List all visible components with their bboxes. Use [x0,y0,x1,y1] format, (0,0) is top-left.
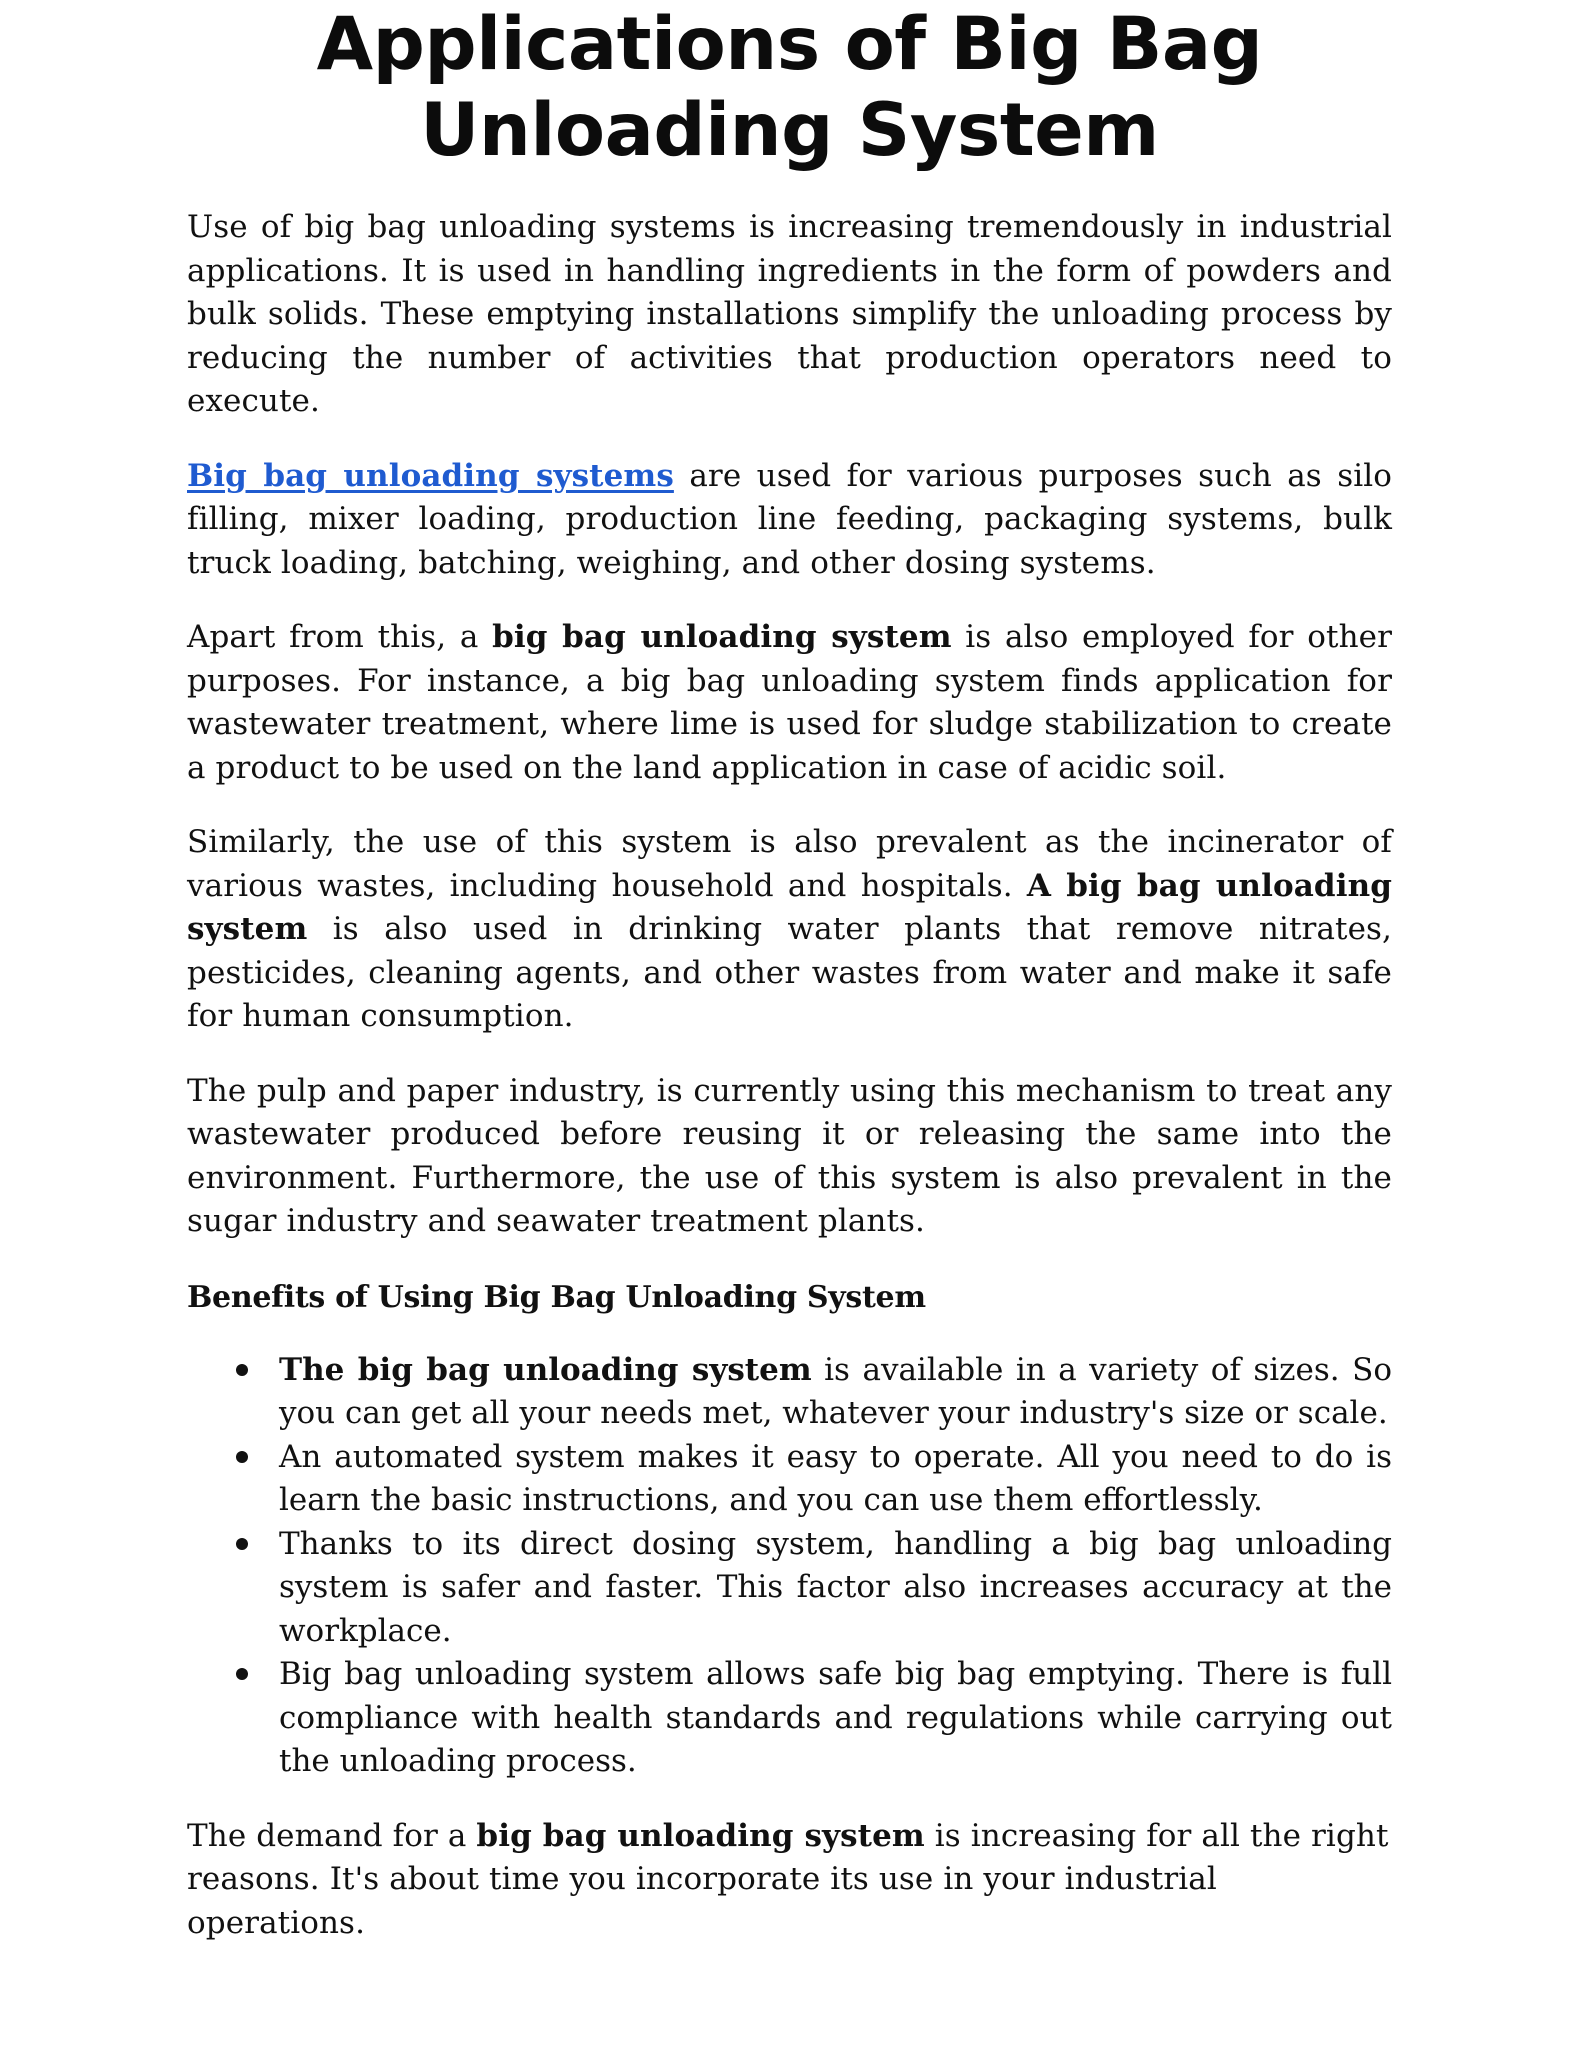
bullet-icon [236,1668,248,1680]
bullet-icon [236,1451,248,1463]
list-item-bold: The big bag unloading system [279,1351,812,1388]
benefits-heading: Benefits of Using Big Bag Unloading System [187,1279,926,1315]
bullet-icon [236,1364,248,1376]
list-item-text: Thanks to its direct dosing system, handling a big bag unloading system is safer and faster. This factor also increases accuracy at the workplace. [279,1525,1392,1649]
list-item-text: Big bag unloading system allows safe big bag emptying. There is full compliance with health standards and regulations while carrying out the unloading process. [279,1656,1392,1779]
pulp-paper-paragraph: The pulp and paper industry, is currently using this mechanism to treat any wastewater produced before reusing it or releasing the same into the environment. Furthermore, the use of this system is also prevalent in the sugar industry and seawater treatment plants. [187,1072,1392,1239]
list-item [187,1349,1392,1436]
document-page [187,0,1392,1945]
list-item-text: An automated system makes it easy to operate. All you need to do is learn the basic instructions, and you can use them effortlessly. [279,1438,1392,1518]
list-item [187,1523,1392,1654]
uses-paragraph-text: are used for various purposes such as silo filling, mixer loading, production line feeding, packaging systems, bulk truck loading, batching, weighing, and other dosing systems. [187,457,1393,581]
intro-paragraph: Use of big bag unloading systems is increasing tremendously in industrial applications. It is used in handling ingredients in the form of powders and bulk solids. These emptying installations simplify the unloading process by reducing the number of activities that production operators need to execute. [187,209,1392,419]
list-item-text: is available in a variety of sizes. So you can get all your needs met, whatever your industry's size or scale. [279,1351,1392,1431]
closing-paragraph-lead: The demand for a [187,1817,477,1854]
drinking-water-paragraph-rest: is also used in drinking water plants that remove nitrates, pesticides, cleaning agents, and other wastes from water and make it safe for human consumption. [187,911,1392,1034]
list-item [187,1653,1392,1784]
drinking-water-paragraph-bold: A big bag unloading system [187,867,1392,947]
closing-paragraph [187,1815,1392,1946]
wastewater-paragraph-lead: Apart from this, a [187,619,493,655]
list-item [187,1436,1392,1523]
drinking-water-paragraph-lead: Similarly, the use of this system is also prevalent as the incinerator of various wastes, including household and hospitals. [187,824,1392,904]
wastewater-paragraph-bold: big bag unloading system [492,619,952,655]
drinking-water-paragraph [187,821,1392,1039]
closing-paragraph-rest: is increasing for all the right reasons. It's about time you incorporate its use in your industrial operations. [187,1817,1389,1941]
wastewater-paragraph [187,616,1392,790]
big-bag-unloading-systems-link[interactable]: Big bag unloading systems [187,457,674,494]
uses-paragraph [187,455,1392,586]
bullet-icon [236,1538,248,1550]
closing-paragraph-bold: big bag unloading system [476,1817,925,1854]
page-title: Applications of Big Bag Unloading System [316,2,1263,173]
wastewater-paragraph-rest: is also employed for other purposes. For instance, a big bag unloading system finds application for wastewater treatment, where lime is used for sludge stabilization to create a product to be used on the land application in case of acidic soil. [187,619,1392,786]
benefits-list [187,1349,1392,1784]
